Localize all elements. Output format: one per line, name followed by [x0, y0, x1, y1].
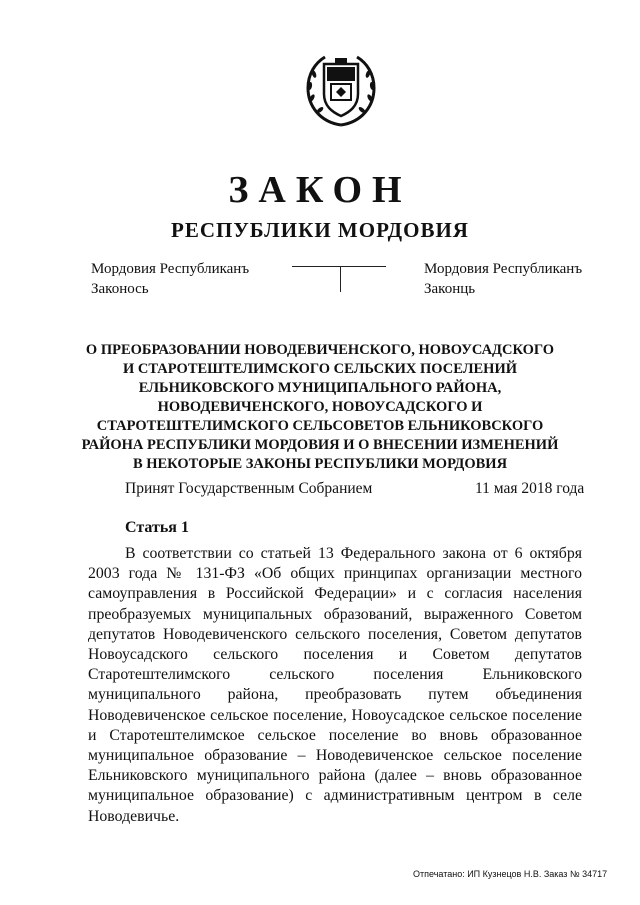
article-body: В соответствии со статьей 13 Федерального закона от 6 октября 2003 года № 131-ФЗ «Об общих принципах организации местного самоуправления в Российской Федерации» и с согласия населения преобразуемых муниципальных образований, выраженного Советом депутатов Новодевиченского сельского поселения, Советом депутатов Новоусадского сельского поселения и Советом депутатов Старотештелимского сельского поселения Ельниковского муниципального района, преобразовать путем объединения Новодевиченское сельское поселение, Новоусадское сельское поселение и Старотештелимское сельское поселение во вновь образованное муниципальное образование – Новодевиченское сельское поселение Ельниковского муниципального района (далее – вновь образованное муниципальное образование) с административным центром в селе Новодевичье. — [88, 545, 582, 825]
erzya-title — [424, 259, 582, 299]
document-title: ЗАКОН — [228, 169, 412, 211]
separator-line — [292, 266, 386, 267]
print-imprint: Отпечатано: ИП Кузнецов Н.В. Заказ № 34717 — [413, 869, 608, 879]
moksha-title — [91, 259, 249, 299]
coat-of-arms-mordovia-icon — [300, 48, 382, 130]
document-subtitle: РЕСПУБЛИКИ МОРДОВИЯ — [171, 218, 469, 242]
law-title: О ПРЕОБРАЗОВАНИИ НОВОДЕВИЧЕНСКОГО, НОВОУСАДСКОГО И СТАРОТЕШТЕЛИМСКОГО СЕЛЬСКИХ ПОСЕЛЕНИЙ ЕЛЬНИКОВСКОГО МУНИЦИПАЛЬНОГО РАЙОНА, НОВОДЕВИЧЕНСКОГО, НОВОУСАДСКОГО И СТАРОТЕШТЕЛИМСКОГО СЕЛЬСОВЕТОВ ЕЛЬНИКОВСКОГО РАЙОНА РЕСПУБЛИКИ МОРДОВИЯ И О ВНЕСЕНИИ ИЗМЕНЕНИЙ В НЕКОТОРЫЕ ЗАКОНЫ РЕСПУБЛИКИ МОРДОВИЯ — [81, 342, 559, 472]
moksha-title-line1: Мордовия Республиканъ — [91, 261, 250, 277]
erzya-title-line2: Законць — [424, 281, 476, 297]
adoption-text: Принят Государственным Собранием — [125, 480, 373, 497]
separator-stem — [340, 266, 341, 292]
article-heading: Статья 1 — [125, 519, 189, 536]
moksha-title-line2: Законось — [91, 281, 149, 297]
adoption-date: 11 мая 2018 года — [475, 480, 585, 497]
erzya-title-line1: Мордовия Республиканъ — [424, 261, 583, 277]
